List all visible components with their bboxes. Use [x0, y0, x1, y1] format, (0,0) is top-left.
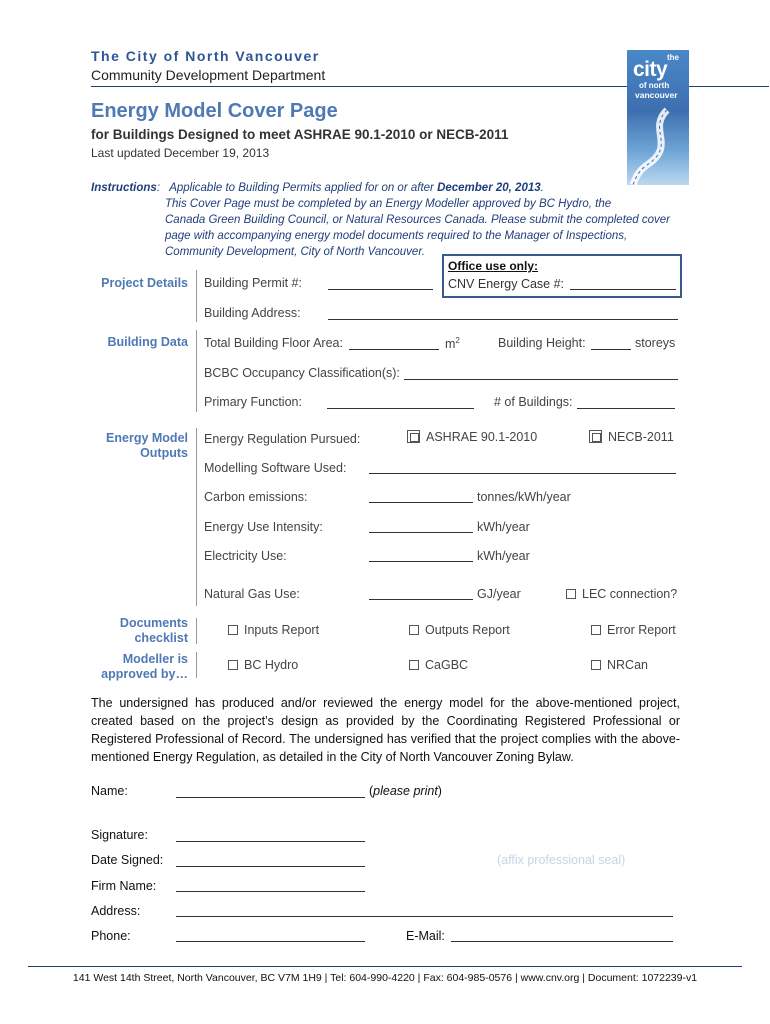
floor-area-unit-m: m: [445, 337, 456, 352]
cagbc-label: CaGBC: [425, 658, 469, 672]
email-label: E-Mail:: [406, 929, 445, 943]
last-updated: Last updated December 19, 2013: [91, 146, 270, 160]
office-use-title: Office use only:: [448, 259, 539, 273]
building-permit-label: Building Permit #:: [204, 276, 302, 290]
gas-field[interactable]: [369, 599, 473, 600]
professional-seal-note: (affix professional seal): [497, 853, 626, 867]
outputs-report-option[interactable]: [409, 623, 510, 637]
electricity-field[interactable]: [369, 561, 473, 562]
section-bar-outputs: [196, 428, 197, 606]
phone-label: Phone:: [91, 929, 131, 943]
instructions-period: .: [540, 182, 544, 194]
building-address-label: Building Address:: [204, 306, 301, 320]
building-height-unit: storeys: [635, 336, 676, 350]
lec-checkbox[interactable]: [566, 589, 576, 599]
please-print-text: please print: [373, 784, 438, 798]
necb-label: NECB-2011: [608, 430, 674, 444]
signature-field[interactable]: [176, 841, 365, 842]
date-signed-field[interactable]: [176, 866, 365, 867]
eui-field[interactable]: [369, 532, 473, 533]
nrcan-label: NRCan: [607, 658, 648, 672]
signature-label: Signature:: [91, 828, 148, 842]
error-report-label: Error Report: [607, 623, 676, 637]
instructions-text: Applicable to Building Permits applied for on or after: [169, 182, 438, 194]
carbon-field[interactable]: [369, 502, 473, 503]
instructions-first-line: [91, 180, 544, 196]
date-signed-label: Date Signed:: [91, 853, 164, 867]
ashrae-label: ASHRAE 90.1-2010: [426, 430, 538, 444]
firm-name-label: Firm Name:: [91, 879, 157, 893]
error-report-option[interactable]: [591, 623, 676, 637]
carbon-label: Carbon emissions:: [204, 490, 308, 504]
floor-area-field[interactable]: [349, 349, 439, 350]
regulation-label: Energy Regulation Pursued:: [204, 432, 361, 446]
electricity-unit: kWh/year: [477, 549, 530, 563]
gas-unit: GJ/year: [477, 587, 521, 601]
logo-vancouver: vancouver: [635, 90, 678, 100]
primary-function-field[interactable]: [327, 408, 474, 409]
instructions-line-1: This Cover Page must be completed by an Energy Modeller approved by BC Hydro, the: [165, 198, 612, 210]
occupancy-label: BCBC Occupancy Classification(s):: [204, 366, 400, 380]
address-field[interactable]: [176, 916, 673, 917]
instructions-line-4: Community Development, City of North Vancouver.: [165, 246, 425, 258]
building-permit-field[interactable]: [328, 289, 433, 290]
software-label: Modelling Software Used:: [204, 461, 347, 475]
instructions-colon: :: [156, 182, 161, 194]
logo-of-north: of north: [639, 81, 670, 90]
inputs-report-option[interactable]: [228, 623, 319, 637]
inputs-report-checkbox[interactable]: [228, 625, 238, 635]
inputs-report-label: Inputs Report: [244, 623, 320, 637]
page-subtitle: for Buildings Designed to meet ASHRAE 90.1-2010 or NECB-2011: [91, 127, 509, 142]
section-modeller: Modeller is approved by…: [101, 652, 188, 681]
firm-name-field[interactable]: [176, 891, 365, 892]
lec-label: LEC connection?: [582, 587, 678, 601]
logo-city: city: [633, 58, 668, 81]
bchydro-label: BC Hydro: [244, 658, 299, 672]
page-title: Energy Model Cover Page: [91, 100, 338, 122]
primary-function-label: Primary Function:: [204, 395, 302, 409]
section-bar-modeller: [196, 652, 197, 678]
cnv-case-field[interactable]: [570, 289, 676, 290]
please-print-note: [369, 784, 442, 798]
necb-checkbox[interactable]: [589, 430, 602, 443]
footer-text: 141 West 14th Street, North Vancouver, BC V7M 1H9 | Tel: 604-990-4220 | Fax: 604-985-0576 | www.cnv.org | Document: 1072239-v1: [72, 972, 698, 984]
bchydro-checkbox[interactable]: [228, 660, 238, 670]
name-label: Name:: [91, 784, 128, 798]
electricity-label: Electricity Use:: [204, 549, 287, 563]
ashrae-checkbox[interactable]: [407, 430, 420, 443]
gas-label: Natural Gas Use:: [204, 587, 300, 601]
cagbc-option[interactable]: [409, 658, 468, 672]
ashrae-option[interactable]: [407, 430, 537, 444]
section-bar-project: [196, 270, 197, 322]
floor-area-unit-sup: 2: [455, 336, 460, 345]
please-print-close: ): [437, 784, 442, 798]
instructions-line-3: page with accompanying energy model documents required to the Manager of Inspections,: [165, 230, 628, 242]
floor-area-label: Total Building Floor Area:: [204, 336, 343, 350]
building-address-field[interactable]: [328, 319, 678, 320]
city-name: The City of North Vancouver: [91, 48, 320, 64]
section-energy-outputs: Energy Model Outputs: [106, 431, 188, 460]
please-print-open: (: [369, 784, 374, 798]
address-label: Address:: [91, 904, 141, 918]
email-field[interactable]: [451, 941, 673, 942]
num-buildings-field[interactable]: [577, 408, 675, 409]
cnv-case-label: CNV Energy Case #:: [448, 277, 565, 291]
instructions-label: Instructions: [91, 182, 157, 194]
declaration-paragraph: The undersigned has produced and/or reviewed the energy model for the above-mentioned project, created based on the project’s design as provided by the Coordinating Registered Professional or Registered Professional of Record. The undersigned has verified that the project complies with the above-mentioned Energy Regulation, as detailed in the City of North Vancouver Zoning Bylaw.: [91, 696, 680, 764]
name-field[interactable]: [176, 797, 365, 798]
nrcan-option[interactable]: [591, 658, 648, 672]
bchydro-option[interactable]: [228, 658, 298, 672]
instructions-date: December 20, 2013: [437, 182, 541, 194]
outputs-report-checkbox[interactable]: [409, 625, 419, 635]
cagbc-checkbox[interactable]: [409, 660, 419, 670]
section-building-data: Building Data: [107, 335, 188, 349]
department-name: Community Development Department: [91, 67, 326, 83]
nrcan-checkbox[interactable]: [591, 660, 601, 670]
office-use-box: [442, 254, 682, 298]
lec-option[interactable]: [566, 587, 677, 601]
eui-label: Energy Use Intensity:: [204, 520, 323, 534]
software-field[interactable]: [369, 473, 676, 474]
error-report-checkbox[interactable]: [591, 625, 601, 635]
necb-option[interactable]: [589, 430, 674, 444]
eui-unit: kWh/year: [477, 520, 530, 534]
city-logo: [627, 50, 689, 185]
footer-rule: [28, 966, 742, 967]
carbon-unit: tonnes/kWh/year: [477, 490, 571, 504]
occupancy-field[interactable]: [404, 379, 678, 380]
section-documents: Documents checklist: [119, 616, 188, 645]
outputs-report-label: Outputs Report: [425, 623, 510, 637]
building-height-field[interactable]: [591, 349, 631, 350]
phone-field[interactable]: [176, 941, 365, 942]
building-height-label: Building Height:: [498, 336, 586, 350]
num-buildings-label: # of Buildings:: [494, 395, 573, 409]
section-project-details: Project Details: [101, 276, 188, 290]
section-bar-documents: [196, 618, 197, 644]
floor-area-unit: [445, 336, 460, 351]
instructions-line-2: Canada Green Building Council, or Natural Resources Canada. Please submit the completed cover: [165, 214, 670, 226]
logo-the: the: [667, 53, 679, 62]
section-bar-building: [196, 330, 197, 412]
